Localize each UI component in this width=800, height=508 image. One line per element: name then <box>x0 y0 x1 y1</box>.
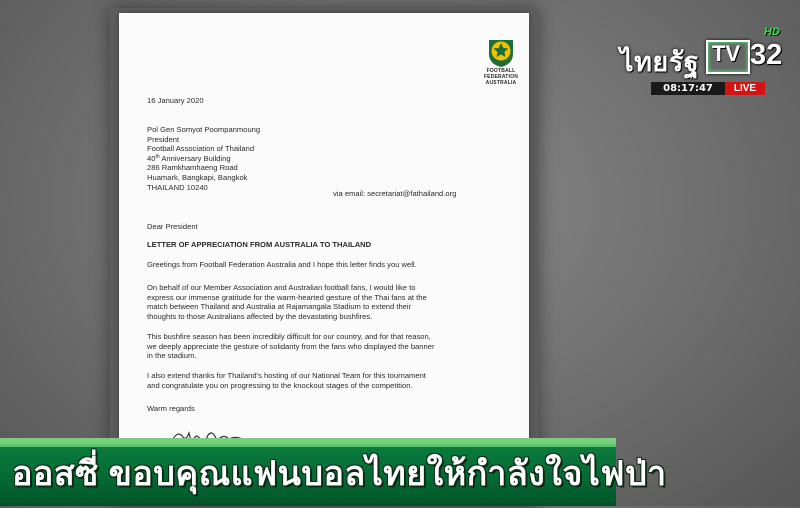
salutation: Dear President <box>147 222 198 231</box>
paragraph-4 <box>147 371 426 390</box>
broadcast-clock: 08:17:47 <box>651 82 725 95</box>
hd-badge: HD <box>764 26 780 38</box>
paragraph-line: Greetings from Football Federation Australia and I hope this letter finds you well. <box>147 260 417 269</box>
paragraph-line: express our immense gratitude for the warm-hearted gesture of the Thai fans at the <box>147 292 427 302</box>
headline-text: ออสซี่ ขอบคุณแฟนบอลไทยให้กำลังใจไฟป่า <box>12 455 667 493</box>
letter-date: 16 January 2020 <box>147 96 204 105</box>
logo-text-2: FEDERATION <box>483 74 519 80</box>
recipient-address <box>147 125 260 192</box>
paragraph-line: On behalf of our Member Association and Australian football fans, I would like to <box>147 283 416 292</box>
paragraph-line: in the stadium. <box>147 351 197 361</box>
ffa-crest-icon <box>487 38 515 68</box>
recipient-line: THAILAND 10240 <box>147 182 208 192</box>
recipient-line: 286 Ramkhamhaeng Road <box>147 163 238 173</box>
letter-subject: LETTER OF APPRECIATION FROM AUSTRALIA TO THAILAND <box>147 240 372 249</box>
paragraph-2 <box>147 283 427 321</box>
channel-number: 32 <box>750 39 783 71</box>
recipient-line: Huamark, Bangkapi, Bangkok <box>147 172 248 182</box>
recipient-line: 40th Anniversary Building <box>147 153 231 163</box>
channel-logo <box>614 26 790 77</box>
paragraph-line: This bushfire season has been incredibly difficult for our country, and for that reason, <box>147 332 431 341</box>
tv-label: TV <box>712 41 741 66</box>
recipient-line: Pol Gen Somyot Poompanmoung <box>147 125 261 134</box>
recipient-line: Football Association of Thailand <box>147 144 255 154</box>
paragraph-line: and congratulate you on progressing to the knockout stages of the competition. <box>147 380 413 390</box>
paragraph-line: I also extend thanks for Thailand's hosting of our National Team for this tournament <box>147 371 426 380</box>
news-ticker <box>0 438 800 506</box>
logo-text-3: AUSTRALIA <box>485 80 517 86</box>
via-email: via email: secretariat@fathailand.org <box>333 189 457 198</box>
paragraph-1 <box>147 260 417 270</box>
paragraph-line: match between Thailand and Australia at Rajamangala Stadium to extend their <box>147 302 412 312</box>
channel-name: ไทยรัฐ <box>620 47 700 77</box>
recipient-line: President <box>147 134 180 144</box>
live-badge: LIVE <box>725 82 765 95</box>
letter-page <box>119 13 529 506</box>
paragraph-3 <box>147 332 434 361</box>
paragraph-line: thoughts to those Australians affected by the devastating bushfires. <box>147 311 373 321</box>
logo-text-1: FOOTBALL <box>486 68 516 74</box>
ffa-logo <box>471 38 531 86</box>
paragraph-line: we deeply appreciate the gesture of solidarity from the fans who displayed the banner <box>147 341 435 351</box>
closing: Warm regards <box>147 404 195 413</box>
